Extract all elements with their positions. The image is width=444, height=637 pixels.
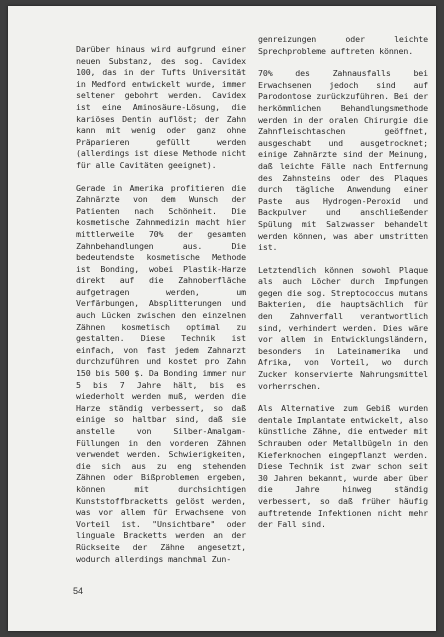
document-page [8,6,436,631]
paragraph: Letztendlich können sowohl Plaque als auch Löcher durch Impfungen gegen die sog. Streptococcus mutans Bakterien, die hauptsächlich für den Zahnverfall verantwortlich sind, verhindert werden. Dies wäre vor allem in Entwicklungsländern, besonders in Lateinamerika und Afrika, von Vorteil, wo durch Zucker konservierte Nahrungsmittel vorherrschen. [258,264,428,391]
paragraph: 70% des Zahnausfalls bei Erwachsenen jedoch sind auf Parodontose zurückzuführen. Bei der herkömmlichen Behandlungsmethode werden in der oralen Chirurgie die Zahnfleischtaschen geöffnet, ausgeschabt und ausgetrocknet; einige Zahnärzte sind der Meinung, daß leichte Fälle nach Entfernung des Zahnsteins oder des Plaques durch tägliche Anwendung einer Paste aus Hydrogen-Peroxid und Backpulver und anschließender Spülung mit Salzwasser behandelt werden können, was aber umstritten ist. [258,68,428,253]
left-column [76,44,246,576]
paragraph: Gerade in Amerika profitieren die Zahnärzte von dem Wunsch der Patienten nach Schönheit. Die kosmetische Zahnmedizin macht hier mittlerweile 70% der gesamten Zahnbehandlungen aus. Die bedeutendste kosmetische Methode ist Bonding, wobei Plastik-Harze direkt auf die Zahnoberfläche aufgetragen werden, um Verfärbungen, Absplitterungen und auch Lücken zwischen den einzelnen Zähnen kosmetisch optimal zu gestalten. Diese Technik ist einfach, von fast jedem Zahnarzt durchzuführen und kostet pro Zahn 150 bis 500 $. Da Bonding immer nur 5 bis 7 Jahre hält, bis es wiederholt werden muß, werden die Harze ständig verbessert, so daß einige so haltbar sind, daß sie anstelle von Silber-Amalgam-Füllungen in den vorderen Zähnen verwendet werden. Schwierigkeiten, die sich aus zu eng stehenden Zähnen oder Bißproblemen ergeben, können mit durchsichtigen Kunststoffbracketts gelöst werden, was vor allem für Erwachsene von Vorteil ist. "Unsichtbare" oder linguale Bracketts werden an der Rückseite der Zähne angesetzt, wodurch allerdings manchmal Zun- [76,182,246,564]
page-number: 54 [73,586,84,596]
paragraph: Darüber hinaus wird aufgrund einer neuen Substanz, des sog. Cavidex 100, das in der Tufts Universität in Medford entwickelt wurde, immer seltener gebohrt werden. Cavidex ist eine Aminosäure-Lösung, die kariöses Dentin auflöst; der Zahn kann mit wenig oder ganz ohne Präparieren gefüllt werden (allerdings ist diese Methode nicht für alle Cavitäten geeignet). [76,44,246,170]
paragraph: genreizungen oder leichte Sprechprobleme auftreten können. [258,34,428,56]
paragraph: Als Alternative zum Gebiß wurden dentale Implantate entwickelt, also künstliche Zähne, die entweder mit Schrauben oder Metallbügeln in den Kieferknochen eingepflanzt werden. Diese Technik ist zwar schon seit 30 Jahren bekannt, wurde aber über die Jahre hinweg ständig verbessert, so daß früher häufig auftretende Infektionen nicht mehr der Fall sind. [258,403,428,530]
right-column [258,34,428,542]
